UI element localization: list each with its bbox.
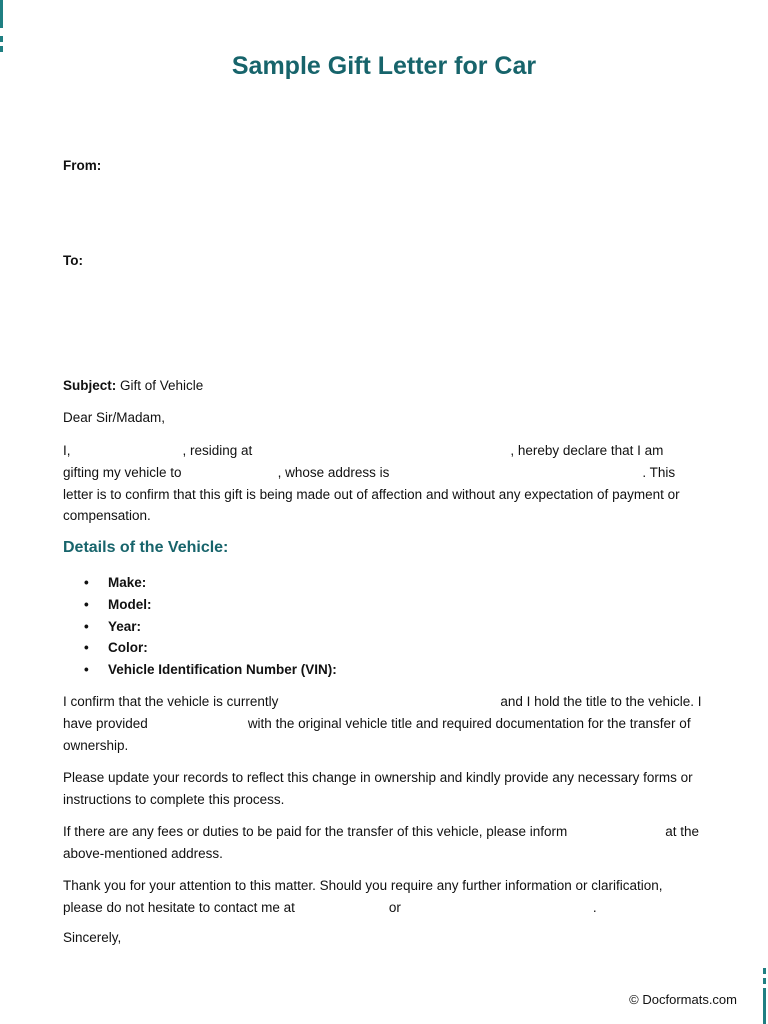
decorative-bar	[0, 36, 3, 42]
para-text: , hereby declare that I am gifting my vehicle to	[63, 443, 664, 480]
para-text: , residing at	[182, 443, 253, 458]
para-text: . This letter is to confirm that this gift is being made out of affection and without any expectation of payment or compensation.	[63, 464, 680, 524]
para-text: I confirm that the vehicle is currently	[63, 694, 279, 709]
declaration-paragraph	[63, 440, 703, 527]
vehicle-details-list	[63, 572, 337, 681]
make-label: Make:	[108, 575, 147, 590]
decorative-bar	[0, 0, 3, 28]
para-text: I,	[63, 443, 71, 458]
salutation: Dear Sir/Madam,	[63, 410, 166, 425]
para-text: and I hold the title to the vehicle. I have provided	[63, 694, 702, 731]
para-text: , whose address is	[277, 464, 390, 480]
para-text: or	[388, 899, 401, 915]
para-text: with the original vehicle title and required documentation for the transfer of ownership.	[63, 715, 691, 753]
list-item: • Color:	[84, 640, 148, 656]
para-text: at the above-mentioned address.	[63, 824, 700, 861]
subject-label: Subject:	[63, 378, 117, 393]
vin-label: Vehicle Identification Number (VIN):	[108, 662, 337, 678]
list-item: • Model:	[84, 596, 152, 612]
from-label: From:	[63, 158, 102, 173]
details-heading: Details of the Vehicle:	[63, 539, 229, 556]
decorative-bar	[763, 988, 766, 1024]
decorative-bar	[763, 978, 766, 984]
fees-paragraph	[63, 821, 703, 865]
para-text: .	[592, 899, 597, 915]
records-paragraph: Please update your records to reflect this change in ownership and kindly provide any necessary forms or instructions to complete this process.	[63, 770, 693, 807]
para-text: If there are any fees or duties to be paid for the transfer of this vehicle, please inform	[63, 824, 568, 839]
decorative-bar	[763, 968, 766, 974]
list-item: • Vehicle Identification Number (VIN):	[84, 662, 337, 678]
to-label: To:	[63, 253, 83, 268]
model-label: Model:	[108, 596, 152, 612]
contact-paragraph	[63, 875, 703, 919]
list-item: • Year:	[84, 618, 142, 634]
subject-value: Gift of Vehicle	[116, 378, 204, 393]
color-label: Color:	[108, 640, 148, 656]
footer-copyright: © Docformats.com	[629, 992, 737, 1007]
confirmation-paragraph	[63, 691, 703, 756]
subject-line	[63, 378, 703, 393]
list-item: • Make:	[84, 575, 147, 590]
para-text: Thank you for your attention to this matter. Should you require any further information or clarification, please do not hesitate to contact me at	[63, 878, 663, 915]
closing: Sincerely,	[63, 930, 122, 945]
year-label: Year:	[108, 618, 142, 634]
document-title: Sample Gift Letter for Car	[231, 52, 537, 80]
